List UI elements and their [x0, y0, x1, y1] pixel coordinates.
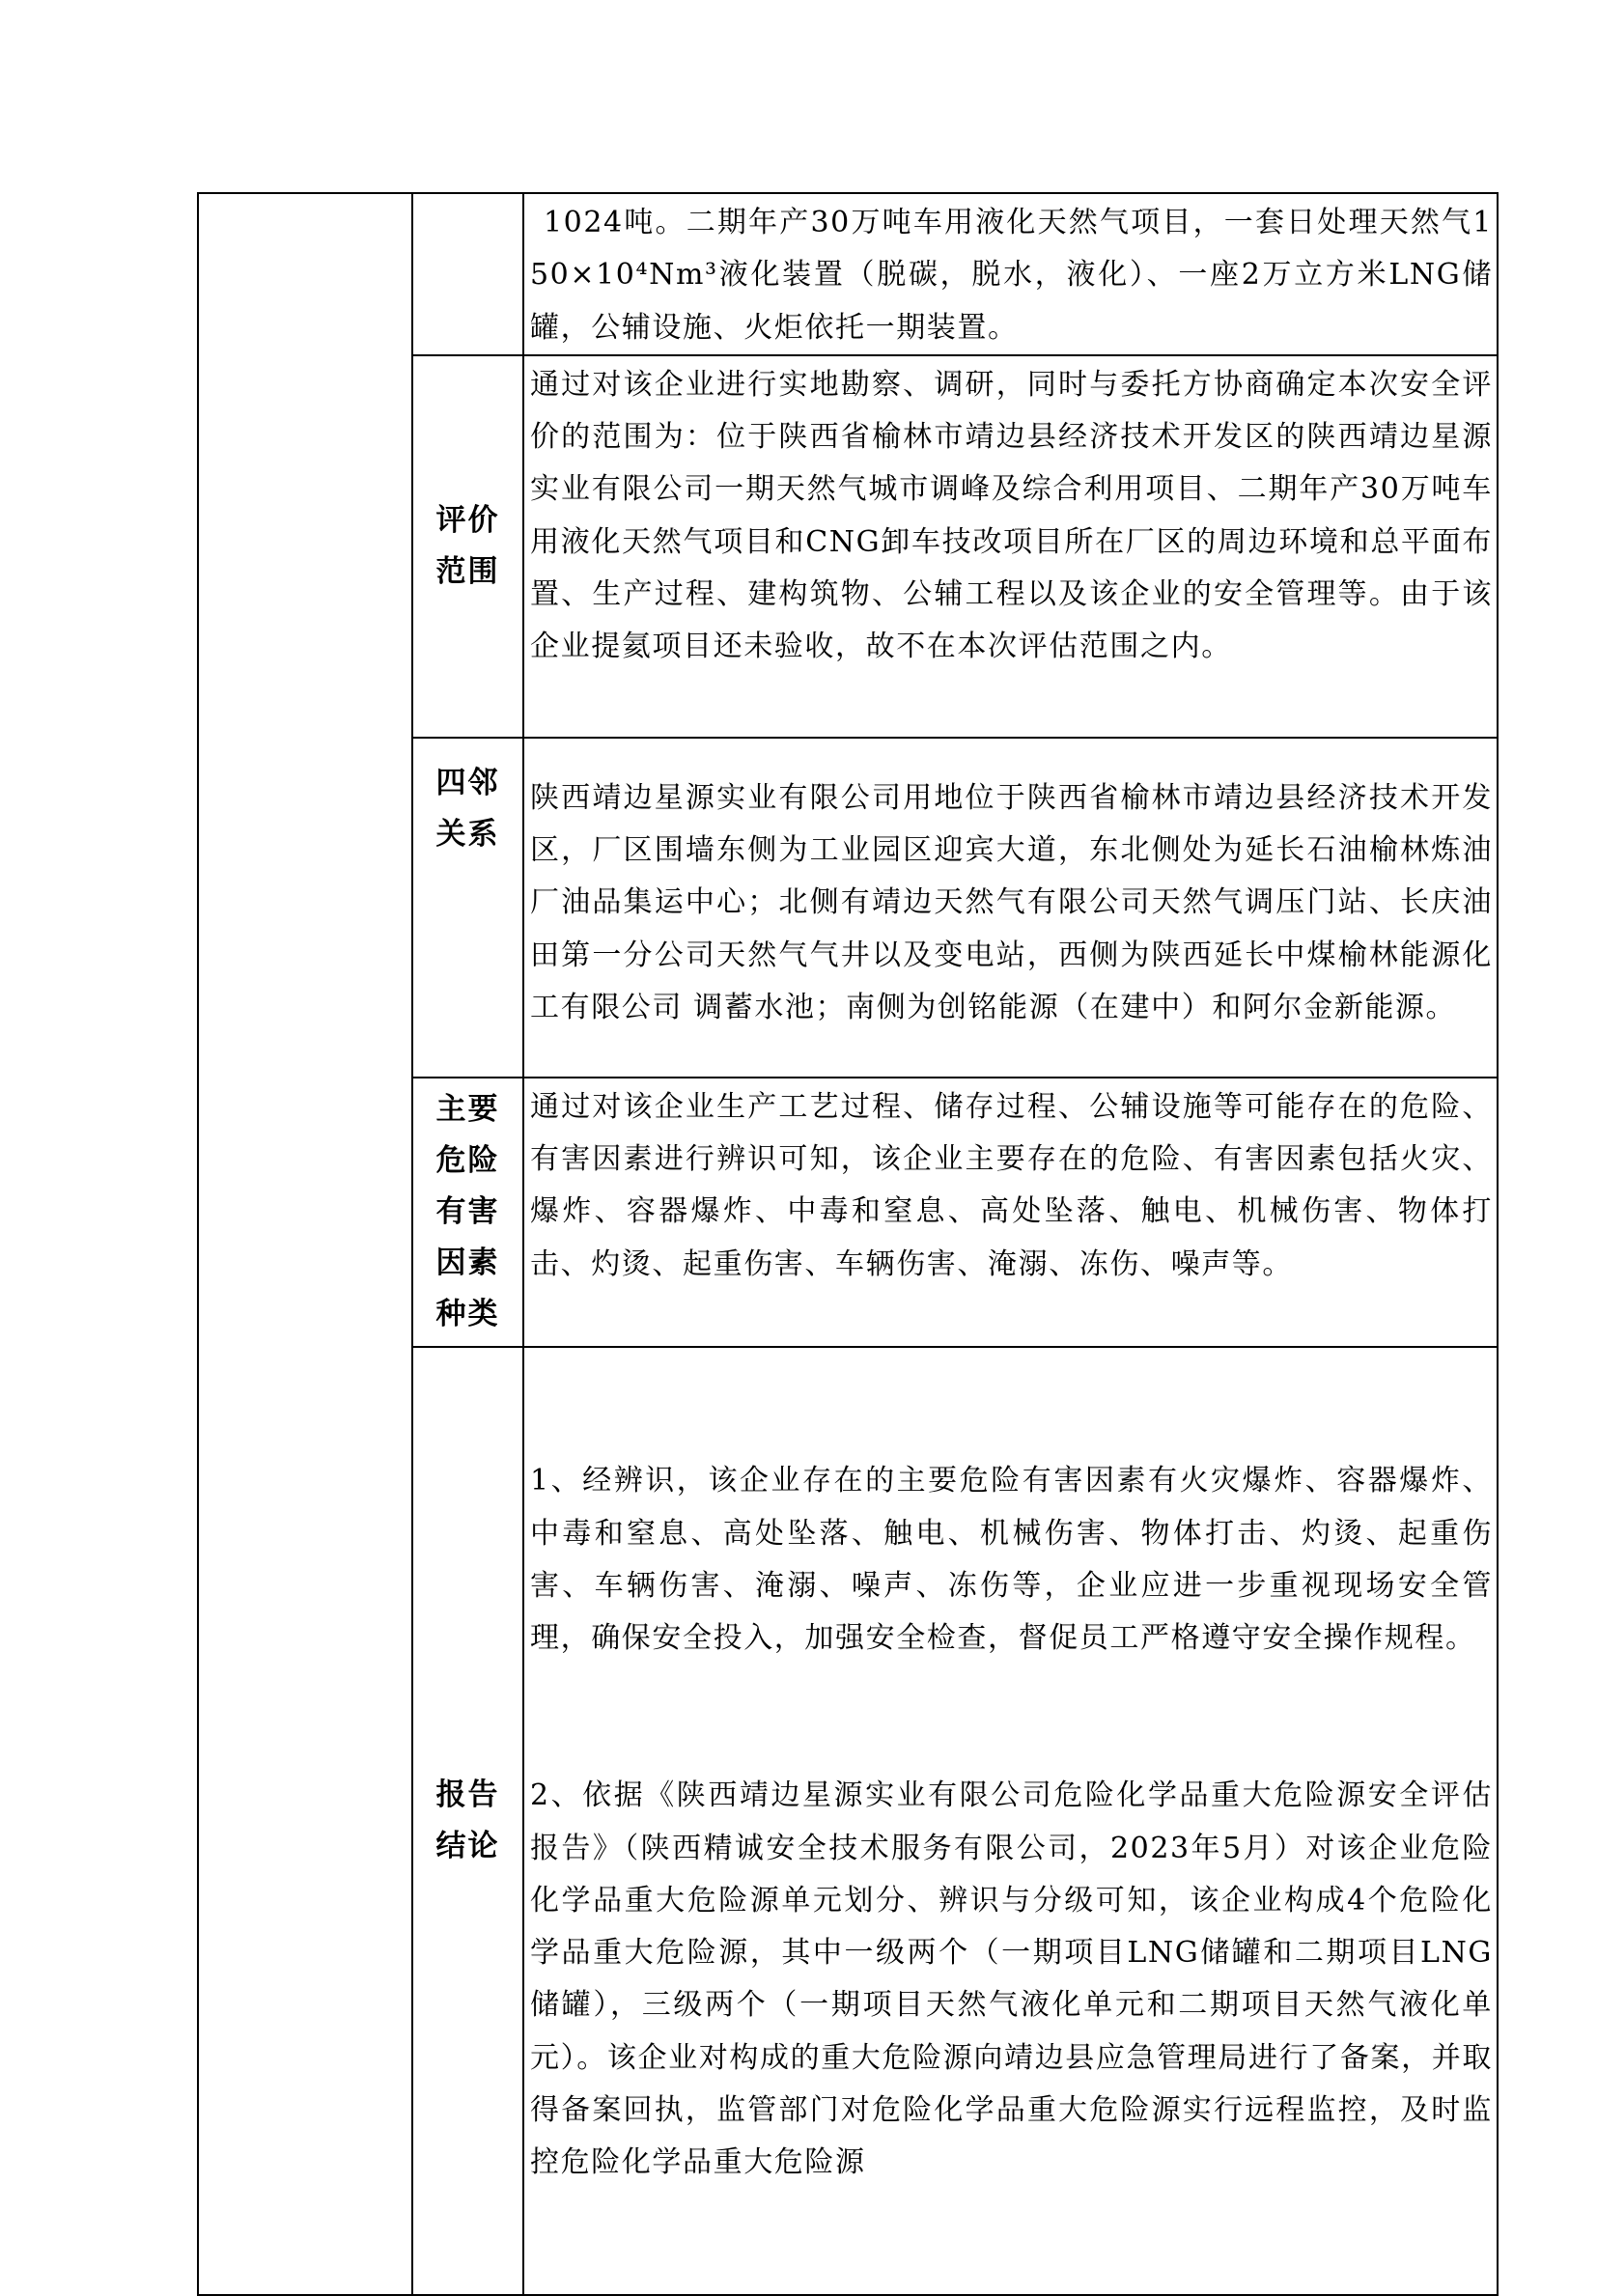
conclusion-label-cell	[412, 1347, 523, 2295]
hazards-content: 通过对该企业生产工艺过程、储存过程、公辅设施等可能存在的危险、有害因素进行辨识可知，该企业主要存在的危险、有害因素包括火灾、爆炸、容器爆炸、中毒和窒息、高处坠落、触电、机械伤害、物体打击、灼烫、起重伤害、车辆伤害、淹溺、冻伤、噪声等。	[530, 1089, 1493, 1281]
scope-content-cell	[523, 355, 1498, 738]
neighbors-content: 陕西靖边星源实业有限公司用地位于陕西省榆林市靖边县经济技术开发区，厂区围墙东侧为工业园区迎宾大道，东北侧处为延长石油榆林炼油厂油品集运中心；北侧有靖边天然气有限公司天然气调压门站、长庆油田第一分公司天然气气井以及变电站，西侧为陕西延长中煤榆林能源化工有限公司 调蓄水池；南侧为创铭能源（在建中）和阿尔金新能源。	[530, 780, 1493, 1025]
conclusion-label: 报告结论	[435, 1778, 500, 1864]
conclusion-paragraph-1: 1、经辨识，该企业存在的主要危险有害因素有火灾爆炸、容器爆炸、中毒和窒息、高处坠落、触电、机械伤害、物体打击、灼烫、起重伤害、车辆伤害、淹溺、噪声、冻伤等，企业应进一步重视现场安全管理，确保安全投入，加强安全检查，督促员工严格遵守安全操作规程。	[530, 1464, 1493, 1656]
conclusion-content-cell	[523, 1347, 1498, 2295]
neighbors-label: 四邻关系	[435, 765, 500, 852]
hazards-content-cell	[523, 1078, 1498, 1347]
scope-label: 评价范围	[435, 502, 500, 589]
outer-category-cell	[198, 193, 412, 2295]
project-label-cell	[412, 193, 523, 355]
conclusion-paragraph-2: 2、依据《陕西靖边星源实业有限公司危险化学品重大危险源安全评估报告》（陕西精诚安全技术服务有限公司，2023年5月）对该企业危险化学品重大危险源单元划分、辨识与分级可知，该企业构成4个危险化学品重大危险源，其中一级两个（一期项目LNG储罐和二期项目LNG储罐），三级两个（一期项目天然气液化单元和二期项目天然气液化单元）。该企业对构成的重大危险源向靖边县应急管理局进行了备案，并取得备案回执，监管部门对危险化学品重大危险源实行远程监控，及时监控危险化学品重大危险源	[530, 1778, 1493, 2180]
evaluation-summary-table	[197, 192, 1499, 2296]
project-content-cell	[523, 193, 1498, 355]
scope-content: 通过对该企业进行实地勘察、调研，同时与委托方协商确定本次安全评价的范围为：位于陕西省榆林市靖边县经济技术开发区的陕西靖边星源实业有限公司一期天然气城市调峰及综合利用项目、二期年产30万吨车用液化天然气项目和CNG卸车技改项目所在厂区的周边环境和总平面布置、生产过程、建构筑物、公辅工程以及该企业的安全管理等。由于该企业提氦项目还未验收，故不在本次评估范围之内。	[530, 367, 1493, 664]
neighbors-content-cell	[523, 738, 1498, 1078]
hazards-label-cell	[412, 1078, 523, 1347]
hazards-label: 主要危险有害因素种类	[435, 1091, 500, 1331]
conclusion-content	[530, 1351, 1493, 2294]
project-content: 1024吨。二期年产30万吨车用液化天然气项目，一套日处理天然气150×10⁴Nm³液化装置（脱碳，脱水，液化）、一座2万立方米LNG储罐，公辅设施、火炬依托一期装置。	[530, 206, 1493, 345]
table-row-project	[198, 193, 1498, 355]
scope-label-cell	[412, 355, 523, 738]
neighbors-label-cell	[412, 738, 523, 1078]
